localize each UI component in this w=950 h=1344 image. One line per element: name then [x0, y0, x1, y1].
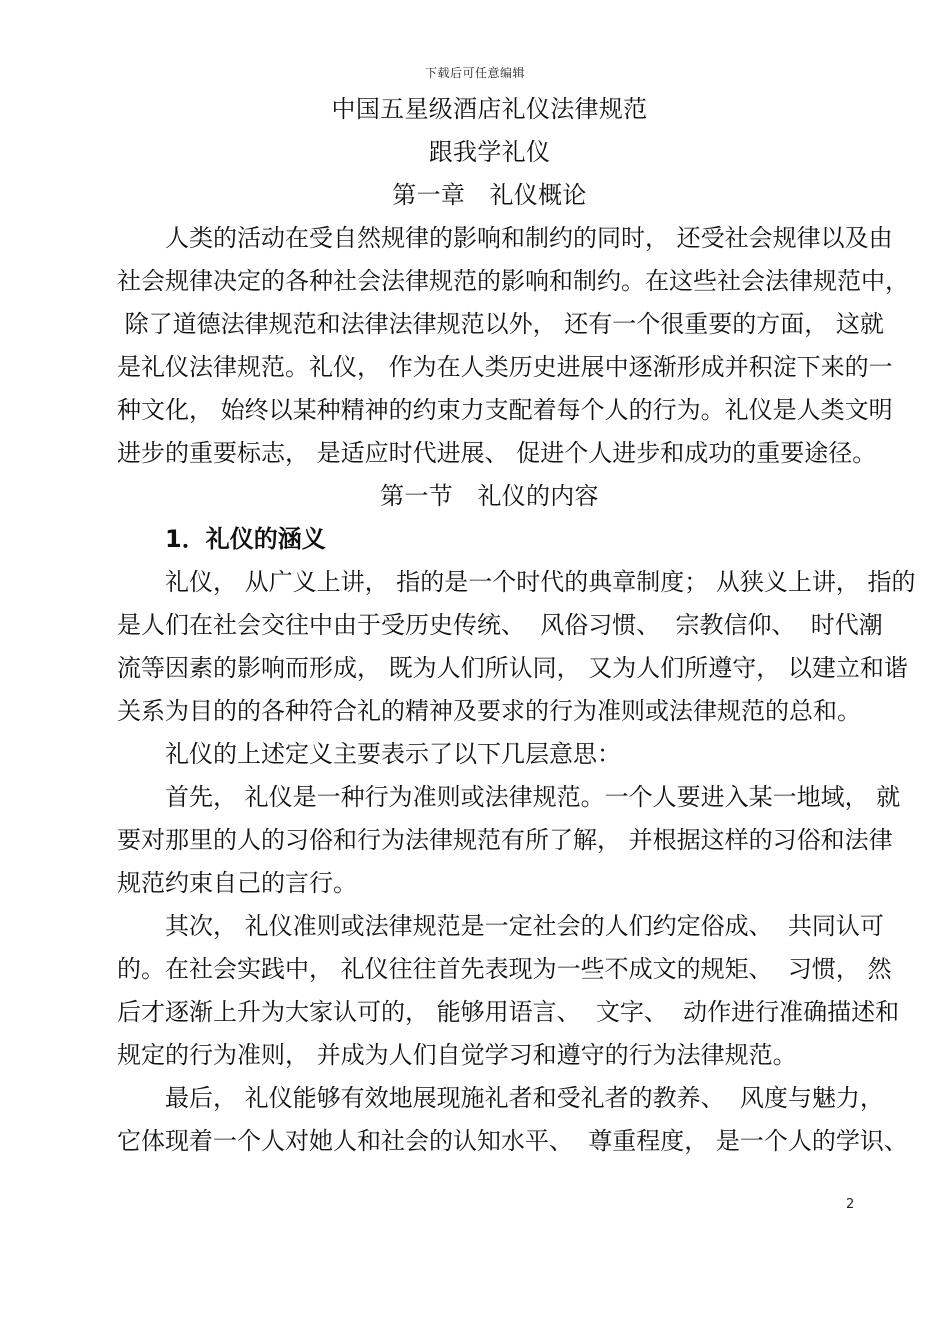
- intro-line: 种文化， 始终以某种精神的约束力支配着每个人的行为。礼仪是人类文明: [117, 396, 893, 424]
- first-meaning-line: 首先， 礼仪是一种行为准则或法律规范。一个人要进入某一地域， 就: [165, 783, 901, 811]
- definition-line: 是人们在社会交往中由于受历史传统、 风俗习惯、 宗教信仰、 时代潮: [117, 611, 883, 639]
- intro-line: 进步的重要标志， 是适应时代进展、 促进个人进步和成功的重要途径。: [117, 439, 877, 467]
- section-heading: 第一节 礼仪的内容: [380, 482, 599, 510]
- intro-line: 是礼仪法律规范。礼仪， 作为在人类历史进展中逐渐形成并积淀下来的一: [117, 353, 893, 381]
- second-meaning-line: 的。在社会实践中， 礼仪往往首先表现为一些不成文的规矩、 习惯， 然: [117, 955, 892, 983]
- definition-line: 关系为目的的各种符合礼的精神及要求的行为准则或法律规范的总和。: [117, 697, 861, 725]
- definition-line: 礼仪， 从广义上讲， 指的是一个时代的典章制度； 从狭义上讲， 指的: [165, 568, 916, 596]
- document-title: 中国五星级酒店礼仪法律规范: [331, 95, 648, 123]
- last-meaning-line: 最后， 礼仪能够有效地展现施礼者和受礼者的教养、 风度与魅力，: [165, 1084, 884, 1112]
- first-meaning-line: 规范约束自己的言行。: [117, 869, 357, 897]
- meaning-intro-paragraph: [117, 733, 862, 776]
- intro-line: 人类的活动在受自然规律的影响和制约的同时， 还受社会规律以及由: [165, 224, 893, 252]
- download-watermark: 下载后可任意编辑: [424, 66, 525, 80]
- second-meaning-line: 其次， 礼仪准则或法律规范是一定社会的人们约定俗成、 共同认可: [165, 912, 884, 940]
- first-meaning-line: 要对那里的人的习俗和行为法律规范有所了解， 并根据这样的习俗和法律: [117, 826, 893, 854]
- meaning-intro-line: 礼仪的上述定义主要表示了以下几层意思：: [165, 740, 621, 768]
- second-meaning-line: 后才逐渐上升为大家认可的， 能够用语言、 文字、 动作进行准确描述和: [117, 998, 900, 1026]
- second-meaning-line: 规定的行为准则， 并成为人们自觉学习和遵守的行为法律规范。: [117, 1041, 797, 1069]
- first-meaning-paragraph: [117, 776, 901, 905]
- intro-paragraph: [117, 217, 909, 475]
- definition-line: 流等因素的影响而形成， 既为人们所认同， 又为人们所遵守， 以建立和谐: [117, 654, 908, 682]
- intro-line: 社会规律决定的各种社会法律规范的影响和制约。在这些社会法律规范中，: [117, 267, 909, 295]
- document-content: [117, 88, 916, 1163]
- definition-paragraph: [117, 561, 916, 733]
- document-subtitle: 跟我学礼仪: [428, 138, 551, 166]
- last-meaning-line: 它体现着一个人对她人和社会的认知水平、 尊重程度， 是一个人的学识、: [117, 1127, 908, 1155]
- page-number: 2: [846, 1197, 855, 1212]
- last-meaning-paragraph: [117, 1077, 908, 1163]
- second-meaning-paragraph: [117, 905, 900, 1077]
- intro-line: 除了道德法律规范和法律法律规范以外， 还有一个很重要的方面， 这就: [117, 310, 884, 338]
- chapter-heading: 第一章 礼仪概论: [392, 181, 587, 209]
- subsection-heading: 1．礼仪的涵义: [165, 525, 326, 553]
